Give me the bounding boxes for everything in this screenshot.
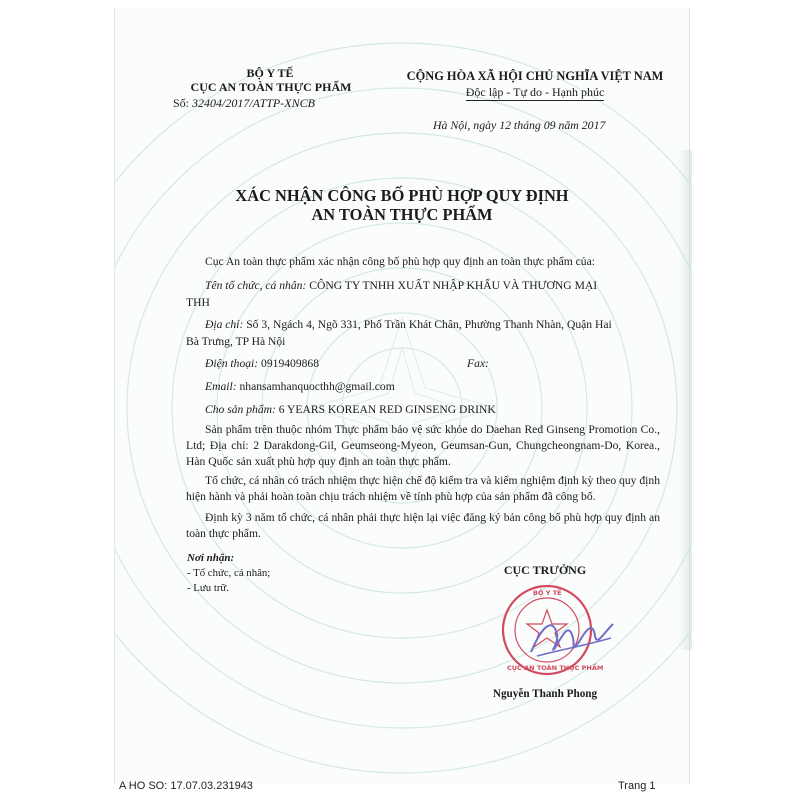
page-number: Trang 1 xyxy=(618,780,656,792)
paragraph-renewal: Định kỳ 3 năm tổ chức, cá nhân phải thực hiện lại việc đăng ký bản công bố phù hợp quy định an toàn thực phẩm. xyxy=(186,511,660,540)
document-title-line2: AN TOÀN THỰC PHẨM xyxy=(311,205,493,224)
address-value-cont: Bà Trưng, TP Hà Nội xyxy=(186,335,286,348)
intro-text: Cục An toàn thực phẩm xác nhận công bố phù hợp quy định an toàn thực phẩm của: xyxy=(205,255,595,268)
phone-value: 0919409868 xyxy=(261,357,320,370)
place-date: Hà Nội, ngày 12 tháng 09 năm 2017 xyxy=(433,118,606,132)
signatory-name: Nguyễn Thanh Phong xyxy=(492,688,598,700)
signatory-role: CỤC TRƯỞNG xyxy=(503,563,587,577)
phone-field xyxy=(205,356,319,372)
country-name: CỘNG HÒA XÃ HỘI CHỦ NGHĨA VIỆT NAM xyxy=(406,69,664,83)
phone-label: Điện thoại: xyxy=(205,357,259,370)
email-label: Email: xyxy=(205,380,237,393)
department-name: CỤC AN TOÀN THỰC PHẨM xyxy=(190,80,352,94)
document-title-line1: XÁC NHẬN CÔNG BỐ PHÙ HỢP QUY ĐỊNH xyxy=(235,186,569,205)
recipients-title: Nơi nhận: xyxy=(187,552,235,564)
paragraph-product-group: Sản phẩm trên thuộc nhóm Thực phẩm bảo vệ sức khỏe do Daehan Red Ginseng Promotion Co., Ltd; Địa chỉ: 2 Darakdong-Gil, Geumseong-Myeon, Geumsan-Gun, Chungcheongnam-Do, Korea., Hàn Quốc sản xuất phù hợp quy định an toàn thực phẩm. xyxy=(186,423,660,468)
paragraph-responsibility: Tổ chức, cá nhân có trách nhiệm thực hiện chế độ kiểm tra và kiểm nghiệm định kỳ theo quy định hiện hành và phải hoàn toàn chịu trách nhiệm về tính phù hợp của sản phẩm đã công bố. xyxy=(186,474,660,503)
document-page xyxy=(114,8,690,784)
product-value: 6 YEARS KOREAN RED GINSENG DRINK xyxy=(278,403,496,416)
national-motto-text: Độc lập - Tự do - Hạnh phúc xyxy=(465,85,605,99)
product-label: Cho sản phẩm: xyxy=(205,403,276,416)
svg-text:CỤC AN TOÀN THỰC PHẨM: CỤC AN TOÀN THỰC PHẨM xyxy=(507,664,604,672)
handwritten-signature xyxy=(523,604,623,674)
organization-label: Tên tổ chức, cá nhân: xyxy=(205,279,307,292)
document-number-label: Số: xyxy=(173,96,190,110)
ministry-name: BỘ Y TẾ xyxy=(246,66,294,80)
national-motto xyxy=(385,85,685,100)
file-number: A HO SO: 17.07.03.231943 xyxy=(119,780,253,792)
fax-label: Fax: xyxy=(467,357,489,370)
address-label: Địa chỉ: xyxy=(205,318,244,331)
email-value: nhansamhanquocthh@gmail.com xyxy=(239,380,395,393)
address-field xyxy=(205,317,612,333)
address-value: Số 3, Ngách 4, Ngõ 331, Phố Trần Khát Chân, Phường Thanh Nhàn, Quận Hai xyxy=(246,318,612,331)
email-field xyxy=(205,379,395,395)
document-number xyxy=(173,96,315,111)
organization-field xyxy=(205,278,597,294)
recipient-item: - Lưu trữ. xyxy=(187,582,229,594)
recipient-item: - Tổ chức, cá nhân; xyxy=(187,567,271,579)
organization-value-cont: THH xyxy=(186,296,210,309)
product-field xyxy=(205,402,496,418)
svg-text:BỘ Y TẾ: BỘ Y TẾ xyxy=(533,589,562,597)
document-number-value: 32404/2017/ATTP-XNCB xyxy=(192,96,315,110)
organization-value: CÔNG TY TNHH XUẤT NHẬP KHẨU VÀ THƯƠNG MẠI xyxy=(309,279,598,292)
scan-edge-shadow xyxy=(678,150,692,650)
